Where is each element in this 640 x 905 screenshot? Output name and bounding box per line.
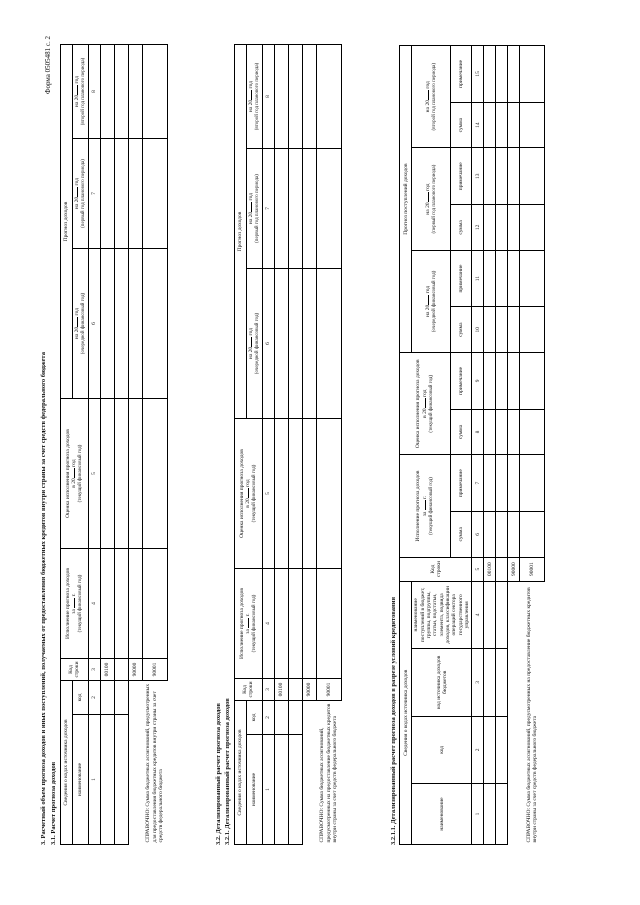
reference-row: СПРАВОЧНО: Сумма бюджетных ассигнований, предусмотренных на предоставление бюджетных кредитов внутри страны за счет средств федерального бюджета 90001 [317, 45, 342, 845]
hdr-source-info: Сведения о кодах источника доходов [60, 681, 72, 845]
section-3-2-1-1-title: 3.2.1.1. Детализированный расчет прогноза доходов в разрезе условий кредитования [390, 597, 397, 845]
hdr-second-plan: на 20 год (второй год планового периода) [246, 45, 262, 149]
hdr-second-plan: на 20 год (второй год планового периода) [412, 46, 450, 148]
hdr-forecast: Прогноз доходов [234, 45, 246, 419]
hdr-first-plan: на 20 год (первый год планового периода) [412, 148, 450, 250]
section-3-title: 3. Расчетный объем прогноза доходов и иных поступлений, получаемых от предоставления бюджетных кредитов внутри страны за счет средств федерального бюджета [40, 352, 47, 845]
section-3-2-1-1 [390, 45, 545, 845]
hdr-code: код [412, 716, 472, 783]
hdr-name: наименование [72, 715, 88, 845]
hdr-first-plan: на 20 год (первый год планового периода) [246, 149, 262, 269]
reference-row: СПРАВОЧНО: Сумма бюджетных ассигнований, предусмотренных на предоставление бюджетных кредитов внутри страны за счет средств федерального бюджета 90001 [520, 46, 545, 845]
hdr-code: код [72, 681, 88, 715]
hdr-first-plan: на 20 год (первый год планового периода) [72, 139, 88, 249]
hdr-code-budget: код источника доходов бюджетов [412, 649, 472, 716]
total-row: 90000 [303, 45, 317, 845]
table-row [289, 45, 303, 845]
hdr-code: код [246, 701, 262, 735]
hdr-forecast: Прогноз доходов [60, 45, 72, 399]
table-row: 00100 [275, 45, 289, 845]
hdr-est-execution: Оценка исполнения прогноза доходов в 20 год (текущий финансовый год) [234, 419, 262, 569]
table-row [496, 46, 508, 845]
section-3-1 [40, 45, 168, 845]
hdr-execution: Исполнение прогноза доходов за г. (текущий финансовый год) [400, 455, 450, 557]
table-3-2-1-1: Сведения о кодах источника доходов Код строки Исполнение прогноза доходов за г. (текущий финансовый год) Оценка исполнения прогноза доходов в 20 год (текущий финансовый год) Прогноз поступлений доходов наименование код код источника доходов бюджетов наименование поступлений в бюджет, группы, подгруппы, статьи, подстатьи, элемента, подвида доходов, классификации операций сектора государственного управления на 20 год (очередной финансовый год) на 20 год (первый год планового периода) на 20 год (второй год планового периода) сумма примечание сумма примечание сумма примечание сумма примечание сумма примечание 1 2 3 4 5 6 7 8 9 10 11 12 13 14 15 00100 90000 СПРАВОЧНО: Сумма бюджетных ассигнований, предусмотренных на предоставление бюджетных кредитов внутри страны за счет средств федерального бюджета 90001 [399, 45, 545, 845]
hdr-line-code: Код строки [400, 557, 472, 581]
hdr-next-fy: на 20 год (очередной финансовый год) [246, 269, 262, 419]
hdr-execution: Исполнение прогноза доходов за г. (текущий финансовый год) [60, 549, 88, 659]
table-row [115, 45, 129, 845]
hdr-est-execution: Оценка исполнения прогноза доходов в 20 год (текущий финансовый год) [60, 399, 88, 549]
hdr-next-fy: на 20 год (очередной финансовый год) [412, 250, 450, 352]
table-3-2-1 [234, 44, 342, 845]
reference-row: СПРАВОЧНО: Сумма бюджетных ассигнований, предусмотренных для предоставления бюджетных кредитов внутри страны за счет средств федерального бюджета 90001 [143, 45, 168, 845]
hdr-execution: Исполнение прогноза доходов за г. (текущий финансовый год) [234, 569, 262, 679]
total-row: 90000 [508, 46, 520, 845]
table-row: 00100 [101, 45, 115, 845]
hdr-income-name: наименование поступлений в бюджет, группы, подгруппы, статьи, подстатьи, элемента, подвида доходов, классификации операций сектора государственного управления [412, 581, 472, 648]
column-numbers-row: 1 2 3 4 5 6 7 8 [89, 45, 101, 845]
form-code: Форма 0505481 с. 2 [44, 36, 52, 95]
hdr-est-execution: Оценка исполнения прогноза доходов в 20 год (текущий финансовый год) [400, 353, 450, 455]
table-3-1 [60, 44, 168, 845]
table-row: 00100 [484, 46, 496, 845]
hdr-source-info: Сведения о кодах источника доходов [400, 581, 412, 844]
column-numbers-row: 1 2 3 4 5 6 7 8 9 10 11 12 13 14 15 [472, 46, 484, 845]
hdr-name: наименование [412, 784, 472, 845]
hdr-next-fy: на 20 год (очередной финансовый год) [72, 249, 88, 399]
hdr-source-info: Сведения о кодах источника доходов [234, 701, 246, 845]
hdr-name: наименование [246, 735, 262, 845]
section-3-1-title: 3.1. Расчет прогноза доходов [50, 761, 58, 845]
hdr-line-code: Код строки [234, 679, 262, 701]
hdr-line-code: Код строки [60, 659, 88, 681]
column-numbers-row: 1 2 3 4 5 6 7 8 [263, 45, 275, 845]
hdr-forecast-income: Прогноз поступлений доходов [400, 46, 412, 353]
section-3-2-1-title: 3.2.1. Детализированный расчет прогноза доходов [224, 698, 232, 845]
section-3-2 [215, 45, 342, 845]
hdr-second-plan: на 20 год (второй год планового периода) [72, 45, 88, 139]
total-row: 90000 [129, 45, 143, 845]
section-3-2-title: 3.2. Детализированный расчет прогноза доходов [215, 703, 222, 845]
